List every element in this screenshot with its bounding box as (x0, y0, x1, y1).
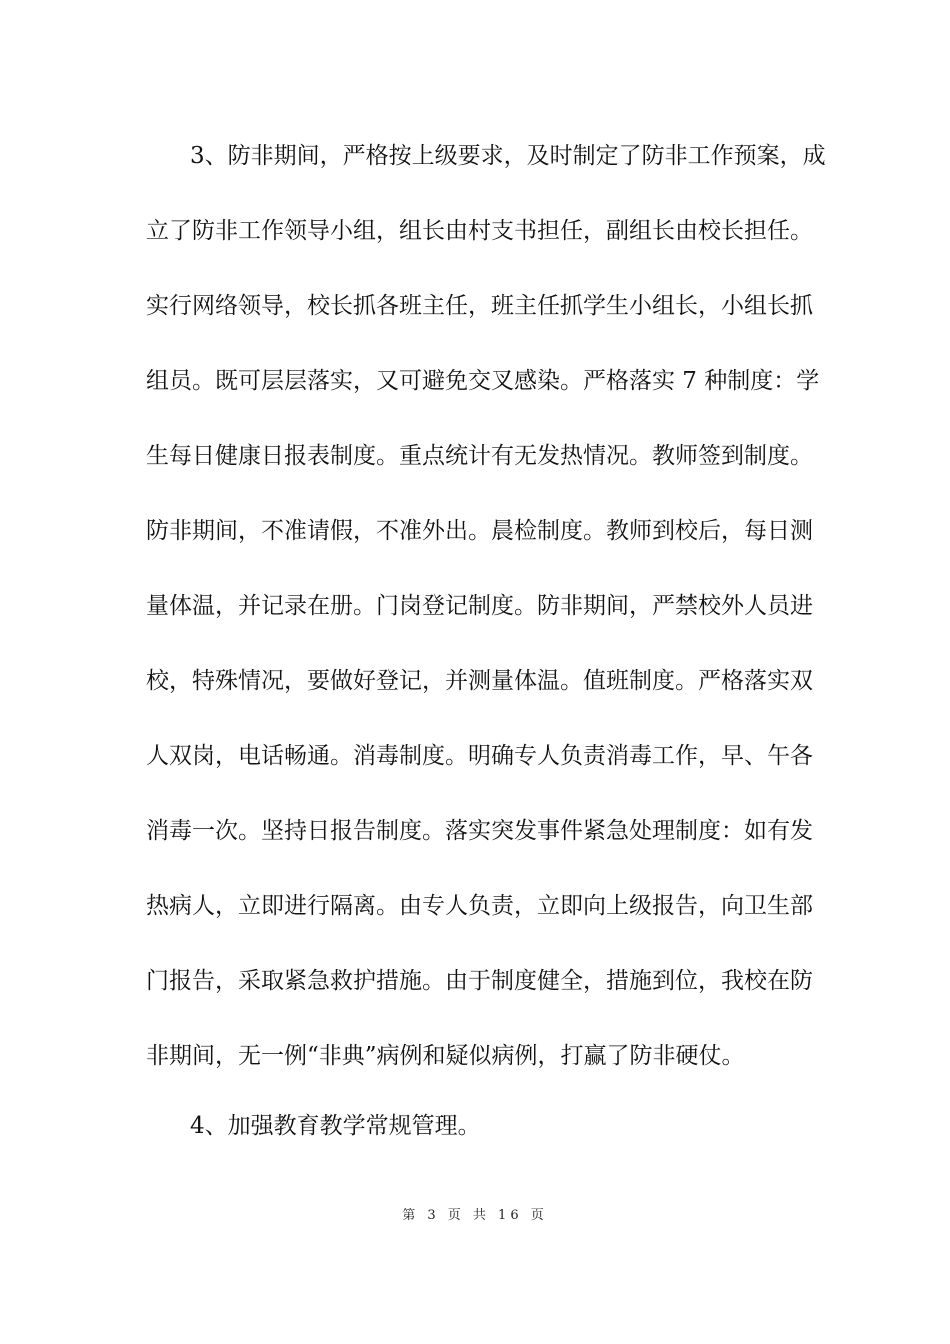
paragraph-3-line-11: 热病人，立即进行隔离。由专人负责，立即向上级报告，向卫生部 (146, 893, 813, 919)
page-footer: 第 3 页 共 16 页 (402, 1208, 548, 1223)
paragraph-3-line-5: 生每日健康日报表制度。重点统计有无发热情况。教师签到制度。 (146, 443, 813, 469)
paragraph-3-line-7: 量体温，并记录在册。门岗登记制度。防非期间，严禁校外人员进 (146, 593, 813, 619)
paragraph-3-line-1: 3、防非期间，严格按上级要求，及时制定了防非工作预案，成 (190, 143, 826, 169)
paragraph-3-line-9: 人双岗，电话畅通。消毒制度。明确专人负责消毒工作，早、午各 (146, 743, 813, 769)
paragraph-3-line-3: 实行网络领导，校长抓各班主任，班主任抓学生小组长，小组长抓 (146, 293, 813, 319)
paragraph-3-line-6: 防非期间，不准请假，不准外出。晨检制度。教师到校后，每日测 (146, 518, 813, 544)
paragraph-3-line-12: 门报告，采取紧急救护措施。由于制度健全，措施到位，我校在防 (146, 968, 813, 994)
paragraph-3-line-8: 校，特殊情况，要做好登记，并测量体温。值班制度。严格落实双 (146, 668, 813, 694)
paragraph-3-line-4: 组员。既可层层落实，又可避免交叉感染。严格落实 7 种制度：学 (146, 368, 820, 394)
paragraph-3-line-13: 非期间，无一例“非典”病例和疑似病例，打赢了防非硬仗。 (146, 1043, 745, 1069)
paragraph-3-line-10: 消毒一次。坚持日报告制度。落实突发事件紧急处理制度：如有发 (146, 818, 813, 844)
paragraph-4: 4、加强教育教学常规管理。 (190, 1113, 481, 1139)
paragraph-3-line-2: 立了防非工作领导小组，组长由村支书担任，副组长由校长担任。 (146, 218, 813, 244)
